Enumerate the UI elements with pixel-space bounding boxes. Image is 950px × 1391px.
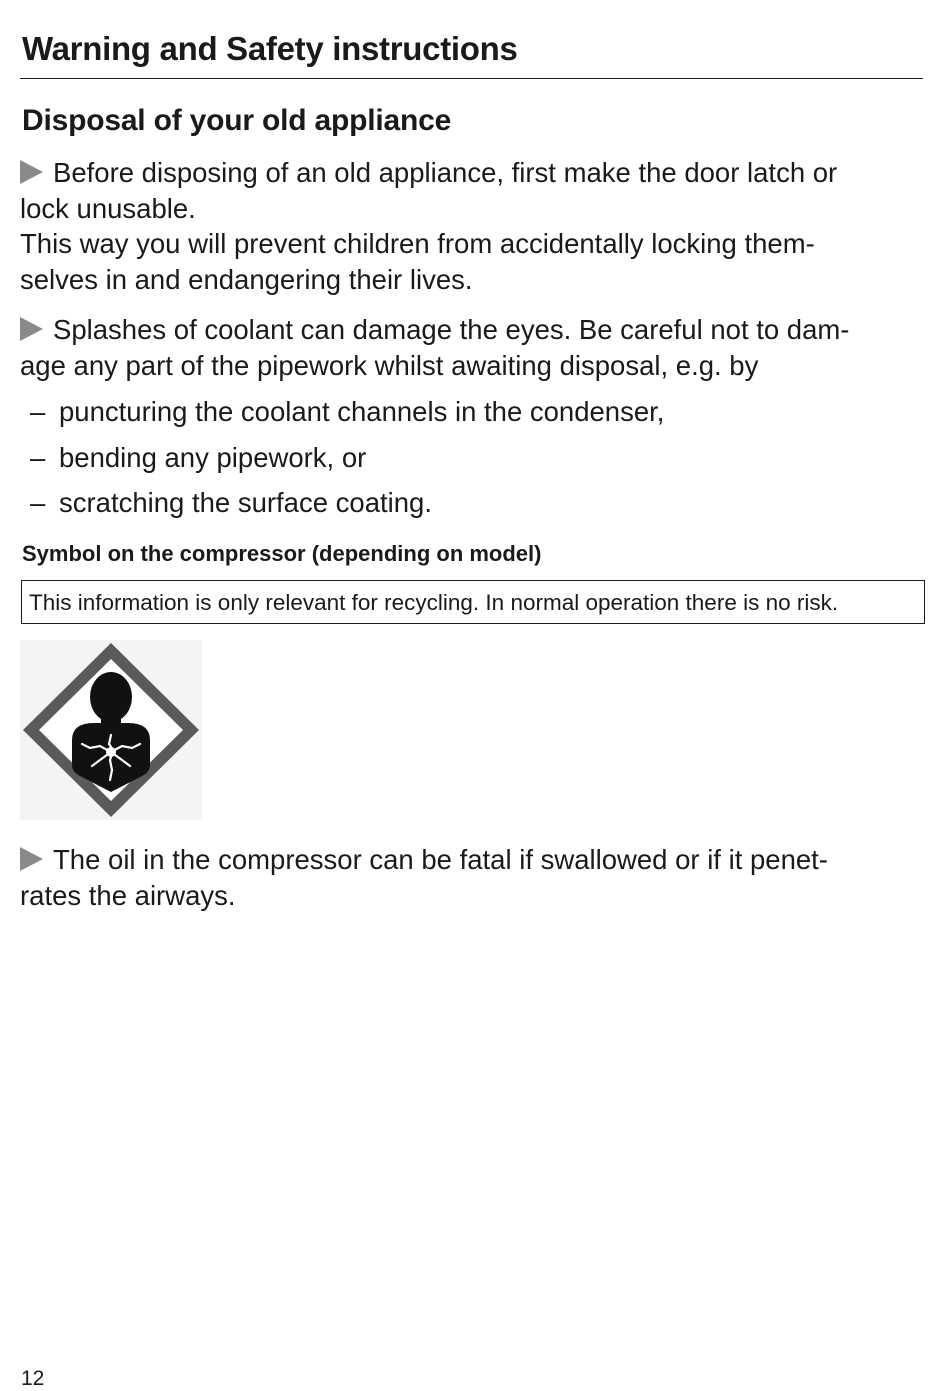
paragraph-line: This way you will prevent children from accidentally locking them- (20, 228, 815, 259)
list-item-text: puncturing the coolant channels in the condenser, (59, 396, 665, 427)
paragraph-line: rates the airways. (20, 879, 236, 911)
page-header-title: Warning and Safety instructions (22, 30, 518, 67)
list-item (30, 440, 366, 475)
bullet-triangle-icon (20, 847, 43, 871)
recycling-info-box: This information is only relevant for recycling. In normal operation there is no risk. (21, 580, 925, 624)
paragraph-line: lock unusable. (20, 192, 196, 224)
dash-marker: – (30, 442, 46, 473)
list-item (30, 394, 664, 429)
paragraph-compressor-oil (20, 842, 925, 913)
ghs-health-hazard-icon (20, 640, 202, 820)
section-title: Disposal of your old appliance (22, 104, 452, 137)
paragraph-door-latch (20, 155, 925, 297)
symbol-heading: Symbol on the compressor (depending on model) (22, 541, 542, 566)
dash-marker: – (30, 487, 46, 518)
list-item (30, 485, 432, 520)
paragraph-coolant (20, 312, 925, 383)
paragraph-line: age any part of the pipework whilst awaiting disposal, e.g. by (20, 349, 759, 381)
paragraph-line: Before disposing of an old appliance, first make the door latch or (53, 157, 838, 188)
dash-marker: – (30, 396, 46, 427)
bullet-triangle-icon (20, 317, 43, 341)
header-divider (20, 78, 923, 79)
paragraph-line: Splashes of coolant can damage the eyes. Be careful not to dam- (53, 314, 850, 345)
list-item-text: scratching the surface coating. (59, 487, 432, 518)
paragraph-line: selves in and endangering their lives. (20, 263, 473, 295)
page-number: 12 (21, 1367, 45, 1390)
bullet-triangle-icon (20, 160, 43, 184)
list-item-text: bending any pipework, or (59, 442, 367, 473)
paragraph-line: The oil in the compressor can be fatal if swallowed or if it penet- (53, 844, 828, 875)
